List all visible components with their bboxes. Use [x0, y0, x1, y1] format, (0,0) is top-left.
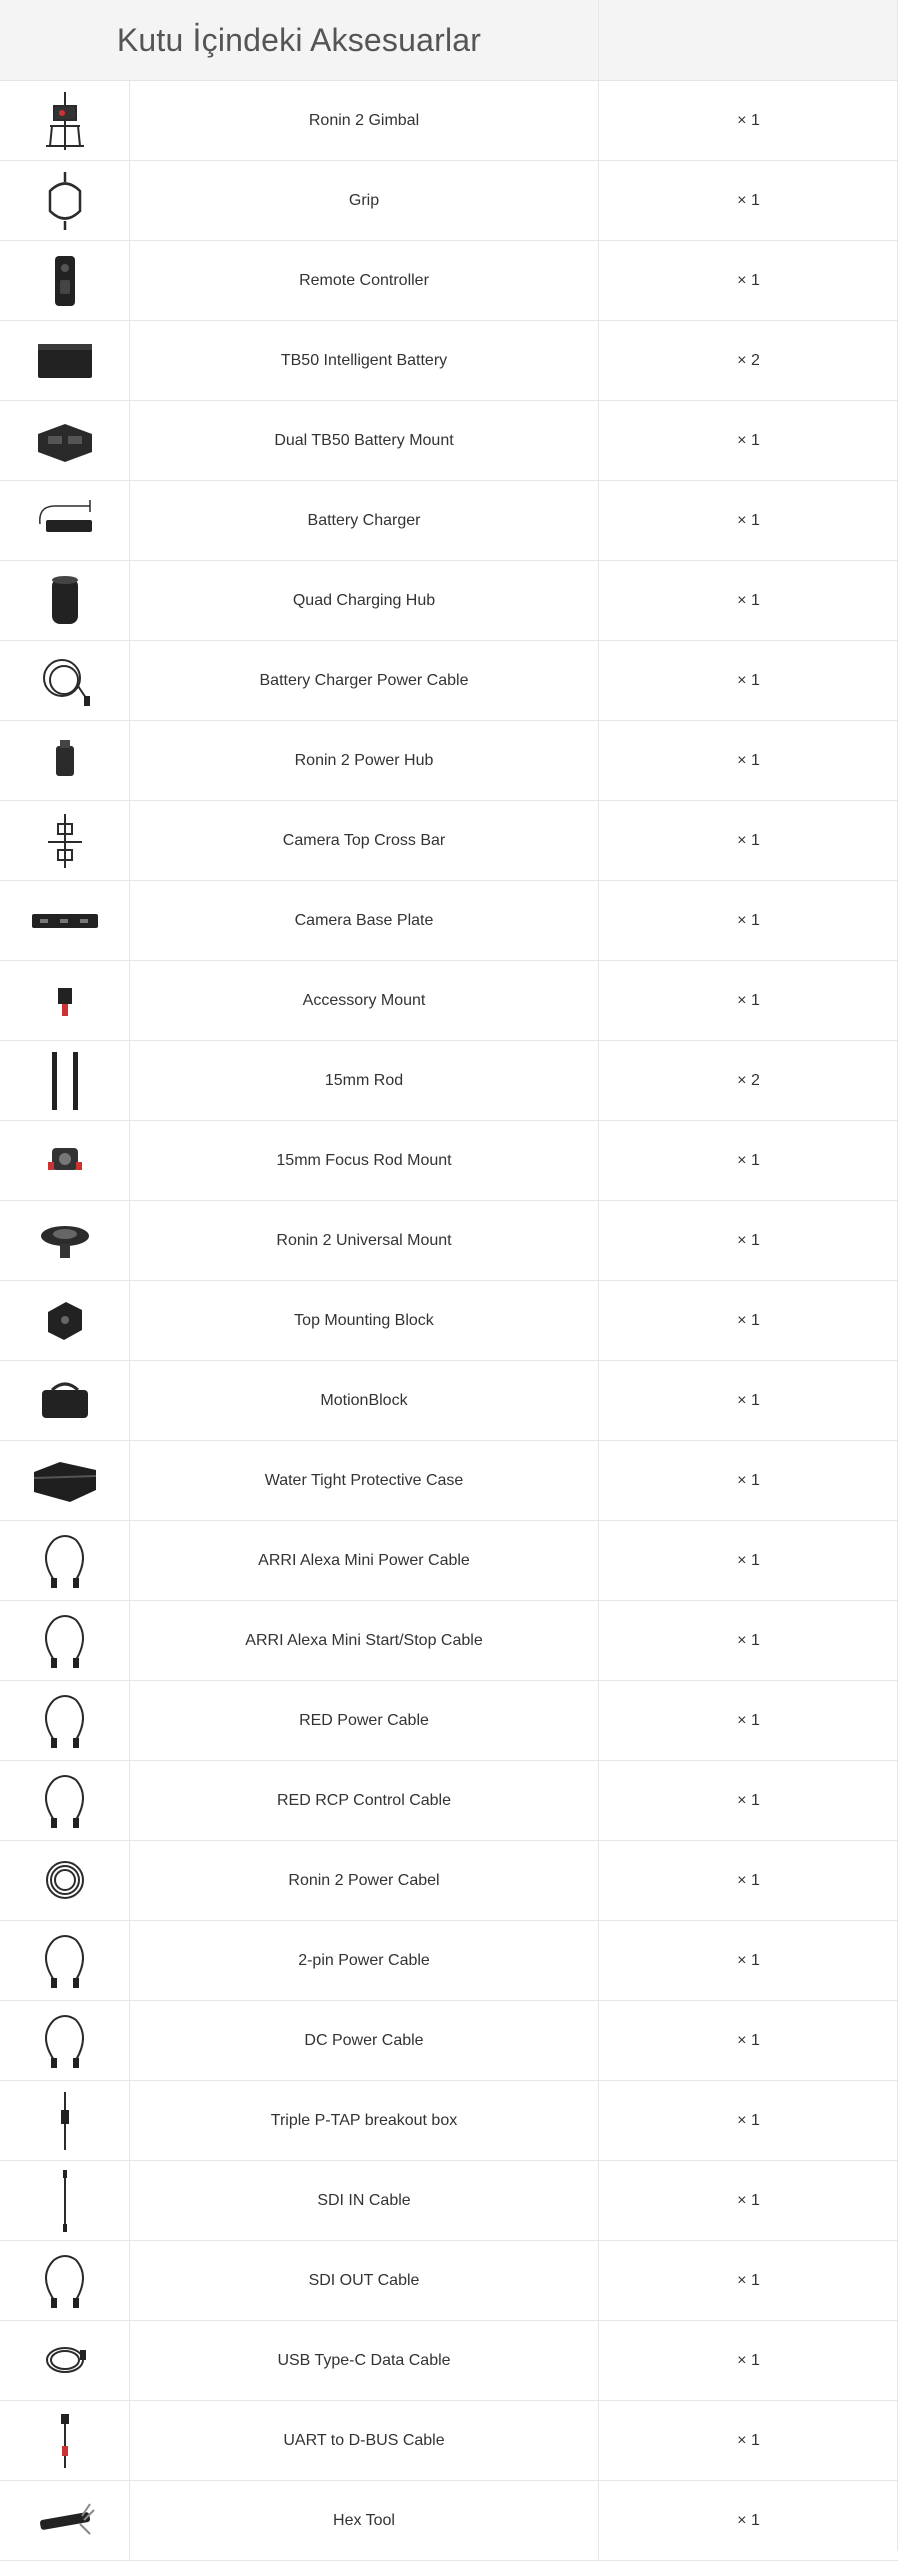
item-quantity: × 1	[737, 2271, 760, 2289]
item-quantity: × 1	[737, 671, 760, 689]
item-quantity: × 1	[737, 1551, 760, 1569]
item-name: 15mm Focus Rod Mount	[130, 1121, 599, 1200]
table-row	[0, 2401, 898, 2481]
item-name: Triple P-TAP breakout box	[130, 2081, 599, 2160]
cable-loop-icon	[20, 1766, 110, 1836]
item-name: RED Power Cable	[130, 1681, 599, 1760]
item-name: ARRI Alexa Mini Start/Stop Cable	[130, 1601, 599, 1680]
item-image-cell	[0, 1121, 130, 1200]
item-image-cell	[0, 1361, 130, 1440]
item-image-cell	[0, 1601, 130, 1680]
item-image-cell	[0, 1041, 130, 1120]
item-image-cell	[0, 2081, 130, 2160]
item-quantity: × 1	[737, 1631, 760, 1649]
table-row	[0, 1601, 898, 1681]
item-name: Dual TB50 Battery Mount	[130, 401, 599, 480]
item-image-cell	[0, 561, 130, 640]
table-row	[0, 2081, 898, 2161]
item-image-cell	[0, 721, 130, 800]
item-name: Hex Tool	[130, 2481, 599, 2560]
uart-cable-icon	[20, 2406, 110, 2476]
item-image-cell	[0, 961, 130, 1040]
mounting-block-icon	[20, 1286, 110, 1356]
item-image-cell	[0, 2241, 130, 2320]
cross-bar-icon	[20, 806, 110, 876]
motionblock-icon	[20, 1366, 110, 1436]
item-quantity: × 1	[737, 591, 760, 609]
item-image-cell	[0, 2481, 130, 2560]
remote-controller-icon	[20, 246, 110, 316]
item-quantity: × 1	[737, 2031, 760, 2049]
grip-icon	[20, 166, 110, 236]
item-quantity: × 1	[737, 991, 760, 1009]
table-row	[0, 1361, 898, 1441]
item-image-cell	[0, 1761, 130, 1840]
cable-loop-icon	[20, 1526, 110, 1596]
table-row	[0, 561, 898, 641]
item-name: Accessory Mount	[130, 961, 599, 1040]
header-spacer	[598, 0, 898, 80]
item-name: Ronin 2 Power Hub	[130, 721, 599, 800]
item-image-cell	[0, 1921, 130, 2000]
item-quantity: × 1	[737, 2511, 760, 2529]
item-image-cell	[0, 161, 130, 240]
item-image-cell	[0, 1441, 130, 1520]
item-quantity: × 1	[737, 1151, 760, 1169]
item-quantity: × 1	[737, 111, 760, 129]
base-plate-icon	[20, 886, 110, 956]
item-name: Ronin 2 Power Cabel	[130, 1841, 599, 1920]
rod-icon	[20, 1046, 110, 1116]
table-header	[0, 0, 898, 81]
cable-loop-icon	[20, 2006, 110, 2076]
table-row	[0, 641, 898, 721]
item-quantity: × 1	[737, 2431, 760, 2449]
item-quantity: × 1	[737, 911, 760, 929]
item-image-cell	[0, 81, 130, 160]
page-title: Kutu İçindeki Aksesuarlar	[116, 21, 482, 58]
item-name: Camera Top Cross Bar	[130, 801, 599, 880]
cable-loop-icon	[20, 2246, 110, 2316]
item-image-cell	[0, 2001, 130, 2080]
accessory-mount-icon	[20, 966, 110, 1036]
gimbal-icon	[20, 86, 110, 156]
item-quantity: × 1	[737, 191, 760, 209]
battery-mount-icon	[20, 406, 110, 476]
table-row	[0, 1041, 898, 1121]
item-name: Ronin 2 Gimbal	[130, 81, 599, 160]
table-row	[0, 1121, 898, 1201]
item-name: Battery Charger Power Cable	[130, 641, 599, 720]
item-name: Camera Base Plate	[130, 881, 599, 960]
item-quantity: × 1	[737, 1391, 760, 1409]
table-row	[0, 2241, 898, 2321]
item-quantity: × 1	[737, 1311, 760, 1329]
item-image-cell	[0, 881, 130, 960]
charging-hub-icon	[20, 566, 110, 636]
item-name: UART to D-BUS Cable	[130, 2401, 599, 2480]
item-quantity: × 1	[737, 1711, 760, 1729]
table-row	[0, 1281, 898, 1361]
breakout-box-icon	[20, 2086, 110, 2156]
table-row	[0, 1841, 898, 1921]
table-row	[0, 321, 898, 401]
table-row	[0, 801, 898, 881]
table-row	[0, 2001, 898, 2081]
item-quantity: × 1	[737, 271, 760, 289]
cable-loop-icon	[20, 1606, 110, 1676]
item-quantity: × 1	[737, 2351, 760, 2369]
item-quantity: × 2	[737, 351, 760, 369]
item-image-cell	[0, 1201, 130, 1280]
item-quantity: × 1	[737, 1951, 760, 1969]
item-quantity: × 1	[737, 2191, 760, 2209]
hex-tool-icon	[20, 2486, 110, 2556]
table-row	[0, 2321, 898, 2401]
item-quantity: × 1	[737, 831, 760, 849]
item-image-cell	[0, 481, 130, 560]
table-row	[0, 1441, 898, 1521]
table-row	[0, 1521, 898, 1601]
item-name: ARRI Alexa Mini Power Cable	[130, 1521, 599, 1600]
table-body	[0, 81, 898, 2561]
cable-loop-icon	[20, 1686, 110, 1756]
item-name: DC Power Cable	[130, 2001, 599, 2080]
protective-case-icon	[20, 1446, 110, 1516]
item-name: TB50 Intelligent Battery	[130, 321, 599, 400]
item-quantity: × 1	[737, 751, 760, 769]
table-row	[0, 81, 898, 161]
item-quantity: × 1	[737, 1791, 760, 1809]
item-name: Water Tight Protective Case	[130, 1441, 599, 1520]
table-row	[0, 881, 898, 961]
item-quantity: × 1	[737, 1471, 760, 1489]
table-row	[0, 481, 898, 561]
usb-cable-icon	[20, 2326, 110, 2396]
item-name: 15mm Rod	[130, 1041, 599, 1120]
item-quantity: × 1	[737, 1871, 760, 1889]
cable-coiled-icon	[20, 1846, 110, 1916]
item-quantity: × 1	[737, 1231, 760, 1249]
item-image-cell	[0, 801, 130, 880]
item-name: Top Mounting Block	[130, 1281, 599, 1360]
table-row	[0, 2481, 898, 2561]
item-quantity: × 1	[737, 511, 760, 529]
focus-rod-mount-icon	[20, 1126, 110, 1196]
item-image-cell	[0, 1281, 130, 1360]
universal-mount-icon	[20, 1206, 110, 1276]
item-name: USB Type-C Data Cable	[130, 2321, 599, 2400]
item-name: MotionBlock	[130, 1361, 599, 1440]
item-image-cell	[0, 241, 130, 320]
table-row	[0, 1681, 898, 1761]
item-name: SDI IN Cable	[130, 2161, 599, 2240]
table-row	[0, 721, 898, 801]
table-row	[0, 161, 898, 241]
battery-icon	[20, 326, 110, 396]
item-image-cell	[0, 1521, 130, 1600]
item-name: Battery Charger	[130, 481, 599, 560]
table-row	[0, 1921, 898, 2001]
battery-charger-icon	[20, 486, 110, 556]
power-hub-icon	[20, 726, 110, 796]
item-name: Grip	[130, 161, 599, 240]
table-row	[0, 2161, 898, 2241]
cable-loop-icon	[20, 1926, 110, 1996]
item-quantity: × 1	[737, 2111, 760, 2129]
table-row	[0, 1201, 898, 1281]
item-image-cell	[0, 1841, 130, 1920]
item-image-cell	[0, 401, 130, 480]
table-row	[0, 1761, 898, 1841]
item-image-cell	[0, 2321, 130, 2400]
item-name: Remote Controller	[130, 241, 599, 320]
table-row	[0, 961, 898, 1041]
item-name: Ronin 2 Universal Mount	[130, 1201, 599, 1280]
item-name: 2-pin Power Cable	[130, 1921, 599, 2000]
item-name: RED RCP Control Cable	[130, 1761, 599, 1840]
item-image-cell	[0, 2401, 130, 2480]
table-row	[0, 241, 898, 321]
item-name: SDI OUT Cable	[130, 2241, 599, 2320]
item-image-cell	[0, 641, 130, 720]
item-image-cell	[0, 2161, 130, 2240]
straight-cable-icon	[20, 2166, 110, 2236]
item-image-cell	[0, 321, 130, 400]
item-image-cell	[0, 1681, 130, 1760]
item-quantity: × 1	[737, 431, 760, 449]
item-name: Quad Charging Hub	[130, 561, 599, 640]
power-cable-coiled-icon	[20, 646, 110, 716]
table-row	[0, 401, 898, 481]
item-quantity: × 2	[737, 1071, 760, 1089]
